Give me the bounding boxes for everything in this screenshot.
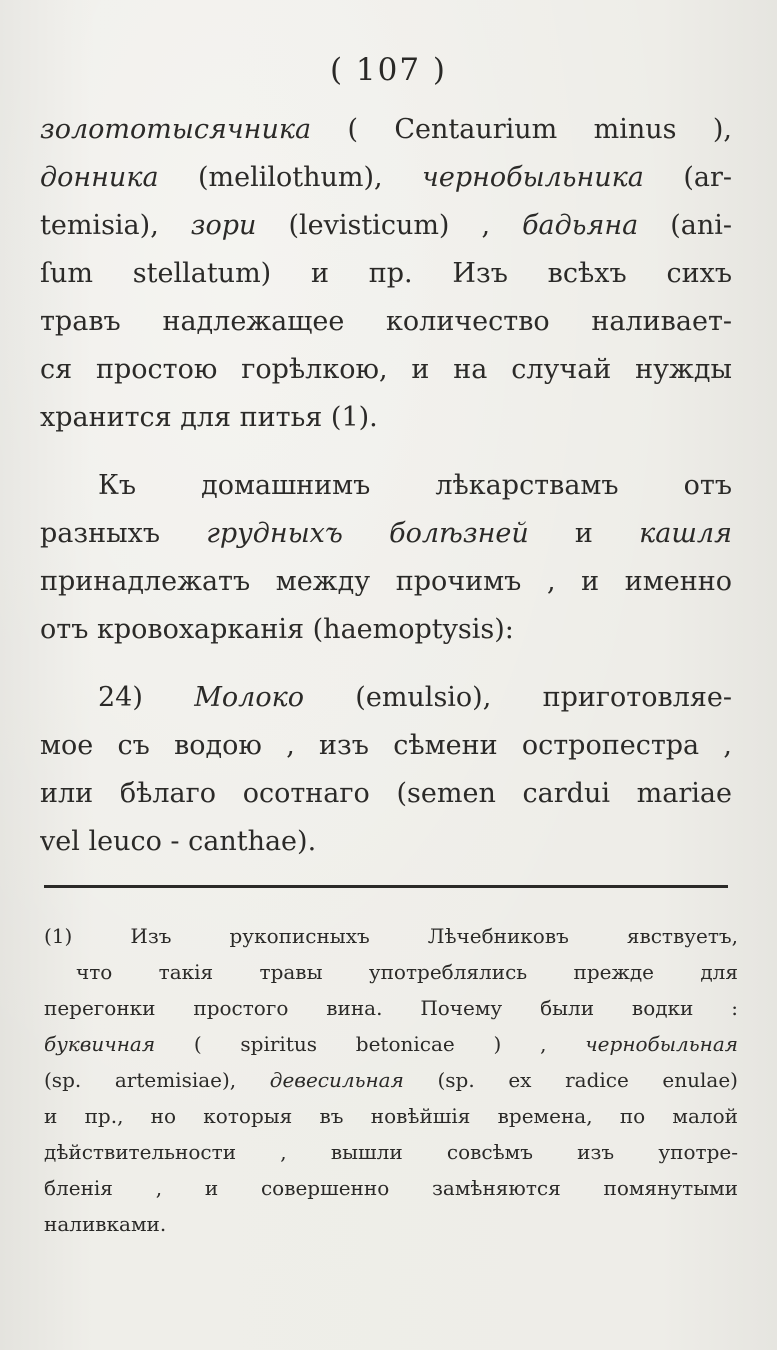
text-line: хранится для питья (1). — [40, 402, 378, 433]
text-span: (ar- — [643, 162, 732, 193]
emphasis-text: Молоко — [194, 682, 304, 713]
text-span: (levisticum) , — [256, 210, 523, 241]
page-number: ( 107 ) — [329, 52, 448, 88]
text-span: (melilothum), — [158, 162, 423, 193]
herb-name: чернобыльника — [422, 162, 644, 193]
footnote-line: бленія , и совершенно замѣняются помянутыми — [44, 1176, 738, 1200]
herb-name: зори — [190, 210, 257, 241]
text-line — [40, 510, 732, 558]
text-line — [40, 674, 732, 722]
paragraph-gap — [40, 654, 732, 674]
footnote-line — [44, 1026, 738, 1062]
footnote-line: (1) Изъ рукописныхъ Лѣчебниковъ явствуетъ, — [44, 924, 738, 948]
emphasis-text: кашля — [639, 518, 732, 549]
item-number: 24) — [98, 682, 195, 713]
text-span: temisia), — [40, 210, 191, 241]
text-line: ſum stellatum) и пр. Изъ всѣхъ сихъ — [40, 258, 732, 289]
text-span: и — [528, 518, 640, 549]
text-line — [40, 202, 732, 250]
herb-name: бадьяна — [522, 210, 639, 241]
text-span: ( Centaurium minus ), — [311, 114, 732, 145]
footnote-line — [44, 1062, 738, 1098]
footnote-divider — [44, 885, 728, 888]
text-line: vel leuco - canthae). — [40, 826, 317, 857]
paragraph-gap — [40, 442, 732, 462]
footnote-line: что такія травы употреблялись прежде для — [76, 960, 738, 984]
footnote — [44, 918, 738, 1242]
paragraph-item-24 — [40, 674, 732, 866]
text-span: (ani- — [638, 210, 732, 241]
text-span: (sp. ex radice enulae) — [403, 1068, 738, 1092]
footnote-line: перегонки простого вина. Почему были водки : — [44, 996, 738, 1020]
text-line: отъ кровохарканія (haemoptysis): — [40, 614, 514, 645]
main-text — [40, 106, 732, 866]
text-span: разныхъ — [40, 518, 207, 549]
text-span: (sp. artemisiae), — [44, 1068, 270, 1092]
emphasis-text: буквичная — [44, 1032, 156, 1056]
text-line — [40, 154, 732, 202]
text-line: Къ домашнимъ лѣкарствамъ отъ — [98, 470, 732, 501]
text-line — [40, 106, 732, 154]
footnote-line: дѣйствительности , вышли совсѣмъ изъ употре- — [44, 1140, 738, 1164]
emphasis-text: чернобыльная — [585, 1032, 738, 1056]
text-span: (emulsio), приготовляе- — [303, 682, 732, 713]
text-line: принадлежатъ между прочимъ , и именно — [40, 566, 732, 597]
herb-name: донника — [40, 162, 159, 193]
footnote-line: и пр., но которыя въ новѣйшія времена, по малой — [44, 1104, 738, 1128]
emphasis-text: девесильная — [269, 1068, 404, 1092]
text-line: мое съ водою , изъ сѣмени остропестра , — [40, 730, 732, 761]
footnote-line: наливками. — [44, 1212, 167, 1236]
paragraph-remedies — [40, 462, 732, 654]
text-line: травъ надлежащее количество наливает- — [40, 306, 732, 337]
text-line: или бѣлаго осотнаго (semen cardui mariae — [40, 778, 732, 809]
text-span: ( spiritus betonicae ) , — [155, 1032, 586, 1056]
text-line: ся простою горѣлкою, и на случай нужды — [40, 354, 732, 385]
paragraph-herbs — [40, 106, 732, 442]
emphasis-text: грудныхъ болѣзней — [206, 518, 529, 549]
herb-name: золототысячника — [40, 114, 312, 145]
